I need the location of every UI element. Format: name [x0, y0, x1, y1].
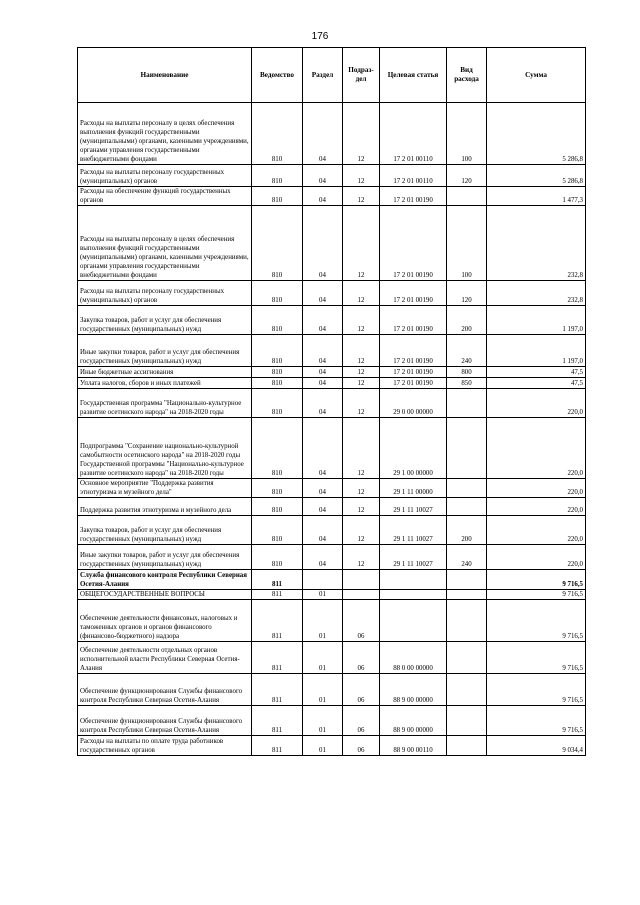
- cell-target: [380, 570, 447, 590]
- cell-expense-type: 800: [447, 367, 487, 378]
- cell-amount: 9 034,4: [487, 736, 586, 756]
- cell-target: 29 1 11 00000: [380, 479, 447, 498]
- cell-expense-type: 200: [447, 306, 487, 335]
- cell-target: 17 2 01 00190: [380, 378, 447, 389]
- cell-subsection: 06: [343, 674, 380, 706]
- table-row: [78, 590, 586, 600]
- cell-expense-type: [447, 674, 487, 706]
- cell-name: Поддержка развития этнотуризма и музейного дела: [78, 498, 252, 516]
- cell-department: 811: [252, 642, 303, 674]
- cell-department: 810: [252, 418, 303, 479]
- cell-expense-type: [447, 570, 487, 590]
- cell-target: 88 9 00 00000: [380, 674, 447, 706]
- table-row: [78, 516, 586, 545]
- cell-name: Обеспечение деятельности отдельных органов исполнительной власти Республики Северная Осетия-Алания: [78, 642, 252, 674]
- cell-name: ОБЩЕГОСУДАРСТВЕННЫЕ ВОПРОСЫ: [78, 590, 252, 600]
- cell-subsection: 12: [343, 103, 380, 165]
- cell-target: 17 2 01 00190: [380, 335, 447, 367]
- table-row: [78, 498, 586, 516]
- cell-target: 88 9 00 00110: [380, 736, 447, 756]
- table-header-row: [78, 48, 586, 103]
- cell-name: Иные бюджетные ассигнования: [78, 367, 252, 378]
- cell-section: 04: [303, 335, 343, 367]
- cell-amount: 1 477,3: [487, 187, 586, 206]
- cell-department: 810: [252, 367, 303, 378]
- cell-subsection: 06: [343, 600, 380, 642]
- cell-expense-type: [447, 479, 487, 498]
- cell-expense-type: [447, 389, 487, 418]
- table-row: [78, 706, 586, 736]
- cell-target: 17 2 01 00190: [380, 206, 447, 281]
- cell-amount: 5 286,8: [487, 165, 586, 187]
- cell-section: 01: [303, 706, 343, 736]
- cell-department: 810: [252, 306, 303, 335]
- cell-department: 810: [252, 103, 303, 165]
- cell-target: 17 2 01 00110: [380, 103, 447, 165]
- cell-section: 04: [303, 187, 343, 206]
- cell-name: Основное мероприятие "Поддержка развития этнотуризма и музейного дела": [78, 479, 252, 498]
- header-amount: Сумма: [487, 48, 586, 103]
- cell-expense-type: 100: [447, 103, 487, 165]
- cell-expense-type: 240: [447, 335, 487, 367]
- cell-department: 811: [252, 674, 303, 706]
- cell-name: Иные закупки товаров, работ и услуг для обеспечения государственных (муниципальных) нужд: [78, 545, 252, 570]
- cell-expense-type: [447, 418, 487, 479]
- cell-subsection: 12: [343, 165, 380, 187]
- cell-amount: 220,0: [487, 516, 586, 545]
- cell-amount: 47,5: [487, 378, 586, 389]
- cell-target: 17 2 01 00190: [380, 281, 447, 306]
- cell-section: 01: [303, 600, 343, 642]
- table-row: [78, 206, 586, 281]
- cell-section: 04: [303, 165, 343, 187]
- cell-amount: 220,0: [487, 545, 586, 570]
- cell-amount: 232,8: [487, 281, 586, 306]
- cell-name: Расходы на выплаты персоналу в целях обеспечения выполнения функций государственными (муниципальными) органами, казенными учреждениями, органами управления государственными внебюджетными фондами: [78, 206, 252, 281]
- cell-expense-type: [447, 600, 487, 642]
- cell-section: 01: [303, 674, 343, 706]
- table-row: [78, 600, 586, 642]
- table-row: [78, 335, 586, 367]
- cell-expense-type: [447, 498, 487, 516]
- cell-name: Расходы на выплаты по оплате труда работников государственных органов: [78, 736, 252, 756]
- cell-section: 04: [303, 516, 343, 545]
- cell-target: 17 2 01 00190: [380, 367, 447, 378]
- cell-department: 810: [252, 498, 303, 516]
- cell-amount: 1 197,0: [487, 335, 586, 367]
- cell-name: Расходы на выплаты персоналу в целях обеспечения выполнения функций государственными (муниципальными) органами, казенными учреждениями, органами управления государственными внебюджетными фондами: [78, 103, 252, 165]
- cell-subsection: 12: [343, 479, 380, 498]
- table-row: [78, 479, 586, 498]
- cell-subsection: 12: [343, 498, 380, 516]
- cell-amount: 9 716,5: [487, 674, 586, 706]
- cell-department: 810: [252, 187, 303, 206]
- cell-amount: 9 716,5: [487, 570, 586, 590]
- table-row: [78, 545, 586, 570]
- cell-department: 810: [252, 335, 303, 367]
- cell-section: [303, 570, 343, 590]
- header-name: Наименование: [78, 48, 252, 103]
- cell-department: 811: [252, 736, 303, 756]
- cell-department: 811: [252, 600, 303, 642]
- cell-section: 01: [303, 736, 343, 756]
- cell-amount: 220,0: [487, 418, 586, 479]
- cell-subsection: 12: [343, 378, 380, 389]
- cell-expense-type: 120: [447, 165, 487, 187]
- cell-expense-type: [447, 736, 487, 756]
- cell-department: 810: [252, 545, 303, 570]
- cell-subsection: 12: [343, 418, 380, 479]
- cell-expense-type: 240: [447, 545, 487, 570]
- cell-subsection: 12: [343, 367, 380, 378]
- cell-expense-type: 200: [447, 516, 487, 545]
- table-row: [78, 367, 586, 378]
- cell-subsection: 12: [343, 335, 380, 367]
- table-row: [78, 306, 586, 335]
- cell-target: 17 2 01 00190: [380, 187, 447, 206]
- cell-subsection: 06: [343, 736, 380, 756]
- cell-section: 04: [303, 545, 343, 570]
- header-department: Ведомство: [252, 48, 303, 103]
- cell-department: 810: [252, 389, 303, 418]
- cell-section: 01: [303, 590, 343, 600]
- cell-name: Обеспечение деятельности финансовых, налоговых и таможенных органов и органов финансового (финансово-бюджетного) надзора: [78, 600, 252, 642]
- cell-section: 04: [303, 498, 343, 516]
- cell-subsection: 12: [343, 281, 380, 306]
- cell-name: Закупка товаров, работ и услуг для обеспечения государственных (муниципальных) нужд: [78, 516, 252, 545]
- cell-amount: 220,0: [487, 479, 586, 498]
- cell-amount: 5 286,8: [487, 103, 586, 165]
- cell-amount: 9 716,5: [487, 642, 586, 674]
- header-subsection: Подраз-дел: [343, 48, 380, 103]
- cell-department: 811: [252, 706, 303, 736]
- cell-section: 04: [303, 281, 343, 306]
- cell-subsection: 06: [343, 706, 380, 736]
- cell-subsection: 12: [343, 206, 380, 281]
- cell-subsection: [343, 570, 380, 590]
- cell-department: 810: [252, 206, 303, 281]
- table-row: [78, 642, 586, 674]
- cell-expense-type: [447, 187, 487, 206]
- cell-name: Подпрограмма "Сохранение национально-культурной самобытности осетинского народа" на 2018-2020 годы Государственной программы "Национально-культурное развитие осетинского народа" на 2018-2020 годы: [78, 418, 252, 479]
- cell-department: 811: [252, 570, 303, 590]
- cell-target: 17 2 01 00190: [380, 306, 447, 335]
- cell-department: 810: [252, 479, 303, 498]
- cell-name: Обеспечение функционирования Службы финансового контроля Республики Северная Осетия-Алания: [78, 706, 252, 736]
- cell-target: 29 0 00 00000: [380, 389, 447, 418]
- cell-subsection: 12: [343, 187, 380, 206]
- cell-name: Закупка товаров, работ и услуг для обеспечения государственных (муниципальных) нужд: [78, 306, 252, 335]
- budget-table: [77, 47, 586, 756]
- cell-target: [380, 590, 447, 600]
- cell-subsection: 06: [343, 642, 380, 674]
- table-row: [78, 103, 586, 165]
- cell-department: 811: [252, 590, 303, 600]
- cell-target: 88 0 00 00000: [380, 642, 447, 674]
- header-section: Раздел: [303, 48, 343, 103]
- cell-amount: 220,0: [487, 389, 586, 418]
- cell-department: 810: [252, 378, 303, 389]
- table-row: [78, 674, 586, 706]
- cell-amount: 47,5: [487, 367, 586, 378]
- cell-section: 04: [303, 103, 343, 165]
- cell-name: Расходы на выплаты персоналу государственных (муниципальных) органов: [78, 281, 252, 306]
- cell-expense-type: 850: [447, 378, 487, 389]
- cell-name: Расходы на выплаты персоналу государственных (муниципальных) органов: [78, 165, 252, 187]
- cell-subsection: 12: [343, 306, 380, 335]
- cell-target: 29 1 11 10027: [380, 498, 447, 516]
- cell-name: Служба финансового контроля Республики Северная Осетия-Алания: [78, 570, 252, 590]
- cell-name: Уплата налогов, сборов и иных платежей: [78, 378, 252, 389]
- cell-department: 810: [252, 165, 303, 187]
- cell-section: 04: [303, 367, 343, 378]
- cell-department: 810: [252, 281, 303, 306]
- cell-expense-type: [447, 706, 487, 736]
- cell-amount: 9 716,5: [487, 590, 586, 600]
- cell-target: 17 2 01 00110: [380, 165, 447, 187]
- cell-amount: 220,0: [487, 498, 586, 516]
- cell-amount: 9 716,5: [487, 600, 586, 642]
- header-target: Целевая статья: [380, 48, 447, 103]
- table-row: [78, 570, 586, 590]
- cell-target: 29 1 11 10027: [380, 545, 447, 570]
- cell-section: 04: [303, 378, 343, 389]
- table-row: [78, 281, 586, 306]
- cell-expense-type: 100: [447, 206, 487, 281]
- cell-expense-type: [447, 642, 487, 674]
- cell-subsection: 12: [343, 389, 380, 418]
- cell-amount: 232,8: [487, 206, 586, 281]
- cell-section: 01: [303, 642, 343, 674]
- cell-department: 810: [252, 516, 303, 545]
- table-row: [78, 418, 586, 479]
- cell-subsection: [343, 590, 380, 600]
- cell-target: 29 1 11 10027: [380, 516, 447, 545]
- table-row: [78, 389, 586, 418]
- cell-target: 29 1 00 00000: [380, 418, 447, 479]
- cell-name: Расходы на обеспечение функций государственных органов: [78, 187, 252, 206]
- cell-expense-type: 120: [447, 281, 487, 306]
- cell-name: Иные закупки товаров, работ и услуг для обеспечения государственных (муниципальных) нужд: [78, 335, 252, 367]
- cell-subsection: 12: [343, 516, 380, 545]
- cell-section: 04: [303, 306, 343, 335]
- cell-name: Государственная программа "Национально-культурное развитие осетинского народа" на 2018-2020 годы: [78, 389, 252, 418]
- cell-amount: 1 197,0: [487, 306, 586, 335]
- cell-amount: 9 716,5: [487, 706, 586, 736]
- header-expense-type: Вид расхода: [447, 48, 487, 103]
- cell-section: 04: [303, 389, 343, 418]
- cell-name: Обеспечение функционирования Службы финансового контроля Республики Северная Осетия-Алания: [78, 674, 252, 706]
- cell-expense-type: [447, 590, 487, 600]
- cell-section: 04: [303, 479, 343, 498]
- cell-section: 04: [303, 206, 343, 281]
- cell-subsection: 12: [343, 545, 380, 570]
- table-row: [78, 736, 586, 756]
- table-row: [78, 378, 586, 389]
- cell-target: 88 9 00 00000: [380, 706, 447, 736]
- cell-section: 04: [303, 418, 343, 479]
- page-number: 176: [311, 31, 329, 42]
- table-row: [78, 165, 586, 187]
- cell-target: [380, 600, 447, 642]
- table-row: [78, 187, 586, 206]
